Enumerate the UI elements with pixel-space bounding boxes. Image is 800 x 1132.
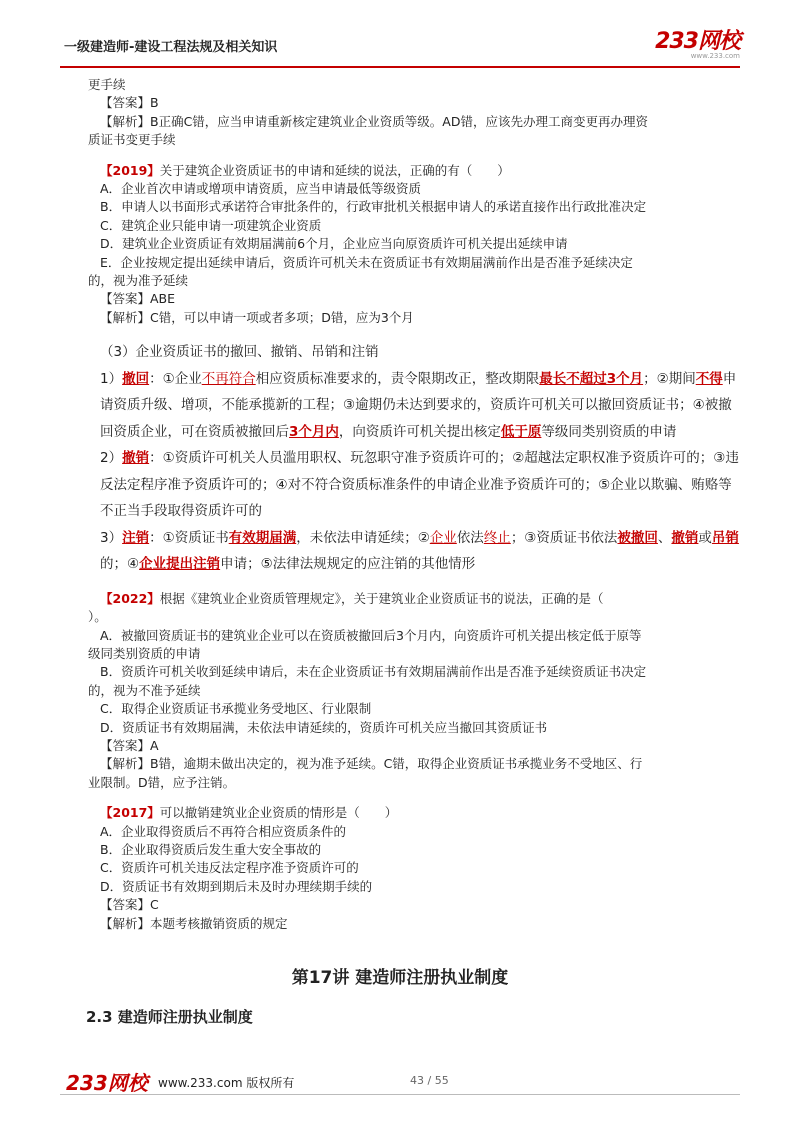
- option-b-cont: 的，视为不准予延续: [88, 682, 201, 698]
- answer: 【答案】C: [100, 897, 159, 913]
- question-2017: [88, 804, 740, 933]
- document-body: [88, 76, 740, 1027]
- analysis: 【解析】C错，可以申请一项或者多项；D错，应为3个月: [100, 309, 414, 325]
- option-c: C．资质许可机关违反法定程序准予资质许可的: [100, 860, 359, 876]
- option-e: E．企业按规定提出延续申请后，资质许可机关未在资质证书有效期届满前作出是否准予延续决定: [100, 254, 633, 270]
- paragraph-withdraw: 1）撤回：①企业不再符合相应资质标准要求的，责令限期改正，整改期限最长不超过3个月；②期间不得申请资质升级、增项，不能承揽新的工程；③逾期仍未达到要求的，资质许可机关可以撤回资质证书；④被撤回资质企业，可在资质被撤回后3个月内，向资质许可机关提出核定低于原等级同类别资质的申请: [100, 370, 737, 440]
- question-stem-cont: ）。: [88, 609, 107, 625]
- brand-logo: [655, 24, 740, 60]
- logo-url: www.233.com: [690, 52, 740, 60]
- footer-logo: 233网校: [66, 1071, 148, 1095]
- logo-text: 233网校: [655, 29, 740, 54]
- paragraph-cancel: 3）注销：①资质证书有效期届满，未依法申请延续；②企业依法终止；③资质证书依法被撤回、撤销或吊销的；④企业提出注销申请；⑤法律法规规定的应注销的其他情形: [100, 529, 739, 573]
- answer: 【答案】B: [100, 95, 159, 111]
- option-a-cont: 级同类别资质的申请: [88, 646, 201, 661]
- paragraph-revoke: 2）撤销：①资质许可机关人员滥用职权、玩忽职守准予资质许可的；②超越法定职权准予资质许可的；③违反法定程序准予资质许可的；④对不符合资质标准条件的申请企业准予资质许可的；⑤企业以欺骗、贿赂等不正当手段取得资质许可的: [100, 450, 739, 520]
- question-continuation: 更手续: [88, 77, 126, 92]
- question-stem: 可以撤销建筑业企业资质的情形是（ ）: [159, 805, 398, 821]
- question-2019: [88, 162, 740, 328]
- option-d: D．资质证书有效期到期后未及时办理续期手续的: [100, 878, 373, 894]
- option-b: B．资质许可机关收到延续申请后，未在企业资质证书有效期届满前作出是否准予延续资质证书决定: [100, 664, 647, 680]
- option-b: B．企业取得资质后发生重大安全事故的: [100, 842, 322, 858]
- analysis: 【解析】本题考核撤销资质的规定: [100, 915, 288, 931]
- subsection-title: 2.3 建造师注册执业制度: [86, 1008, 253, 1027]
- answer: 【答案】ABE: [100, 291, 176, 307]
- question-stem: 根据《建筑业企业资质管理规定》，关于建筑业企业资质证书的说法，正确的是（: [159, 590, 604, 606]
- option-d: D．资质证书有效期届满，未依法申请延续的，资质许可机关应当撤回其资质证书: [100, 719, 548, 735]
- analysis-line: 质证书变更手续: [88, 132, 176, 148]
- footer-rule: [60, 1094, 740, 1095]
- option-a: A．被撤回资质证书的建筑业企业可以在资质被撤回后3个月内，向资质许可机关提出核定低于原等: [100, 627, 642, 643]
- option-a: A．企业取得资质后不再符合相应资质条件的: [100, 823, 347, 839]
- analysis-line: 业限制。D错，应予注销。: [88, 774, 236, 790]
- section-revocation: [88, 339, 740, 578]
- option-e-cont: 的，视为准予延续: [88, 273, 189, 289]
- option-c: C．取得企业资质证书承揽业务受地区、行业限制: [100, 701, 372, 717]
- option-a: A．企业首次申请或增项申请资质，应当申请最低等级资质: [100, 181, 422, 197]
- lecture-title: 第17讲 建造师注册执业制度: [291, 968, 509, 989]
- analysis-line: 【解析】B错，逾期未做出决定的，视为准予延续。C错，取得企业资质证书承揽业务不受地区、行: [100, 756, 643, 772]
- question-year: 【2022】: [100, 590, 160, 606]
- header-rule: [60, 66, 740, 68]
- page-header: [60, 24, 740, 64]
- analysis-line: 【解析】B正确C错，应当申请重新核定建筑业企业资质等级。AD错，应该先办理工商变更再办理资: [100, 113, 648, 129]
- question-stem: 关于建筑企业资质证书的申请和延续的说法，正确的有（ ）: [159, 162, 510, 178]
- option-c: C．建筑企业只能申请一项建筑企业资质: [100, 217, 322, 233]
- footer-copyright: www.233.com 版权所有: [158, 1076, 295, 1090]
- question-year: 【2019】: [100, 162, 160, 178]
- page-number: 43 / 55: [410, 1074, 449, 1087]
- header-title: 一级建造师-建设工程法规及相关知识: [64, 40, 278, 55]
- question-year: 【2017】: [100, 805, 160, 821]
- answer: 【答案】A: [100, 738, 159, 754]
- page-footer: [60, 1066, 740, 1096]
- section-heading: （3）企业资质证书的撤回、撤销、吊销和注销: [100, 344, 379, 361]
- option-b: B．申请人以书面形式承诺符合审批条件的，行政审批机关根据申请人的承诺直接作出行政批准决定: [100, 199, 647, 215]
- option-d: D．建筑业企业资质证有效期届满前6个月，企业应当向原资质许可机关提出延续申请: [100, 236, 568, 252]
- question-2022: [88, 590, 740, 792]
